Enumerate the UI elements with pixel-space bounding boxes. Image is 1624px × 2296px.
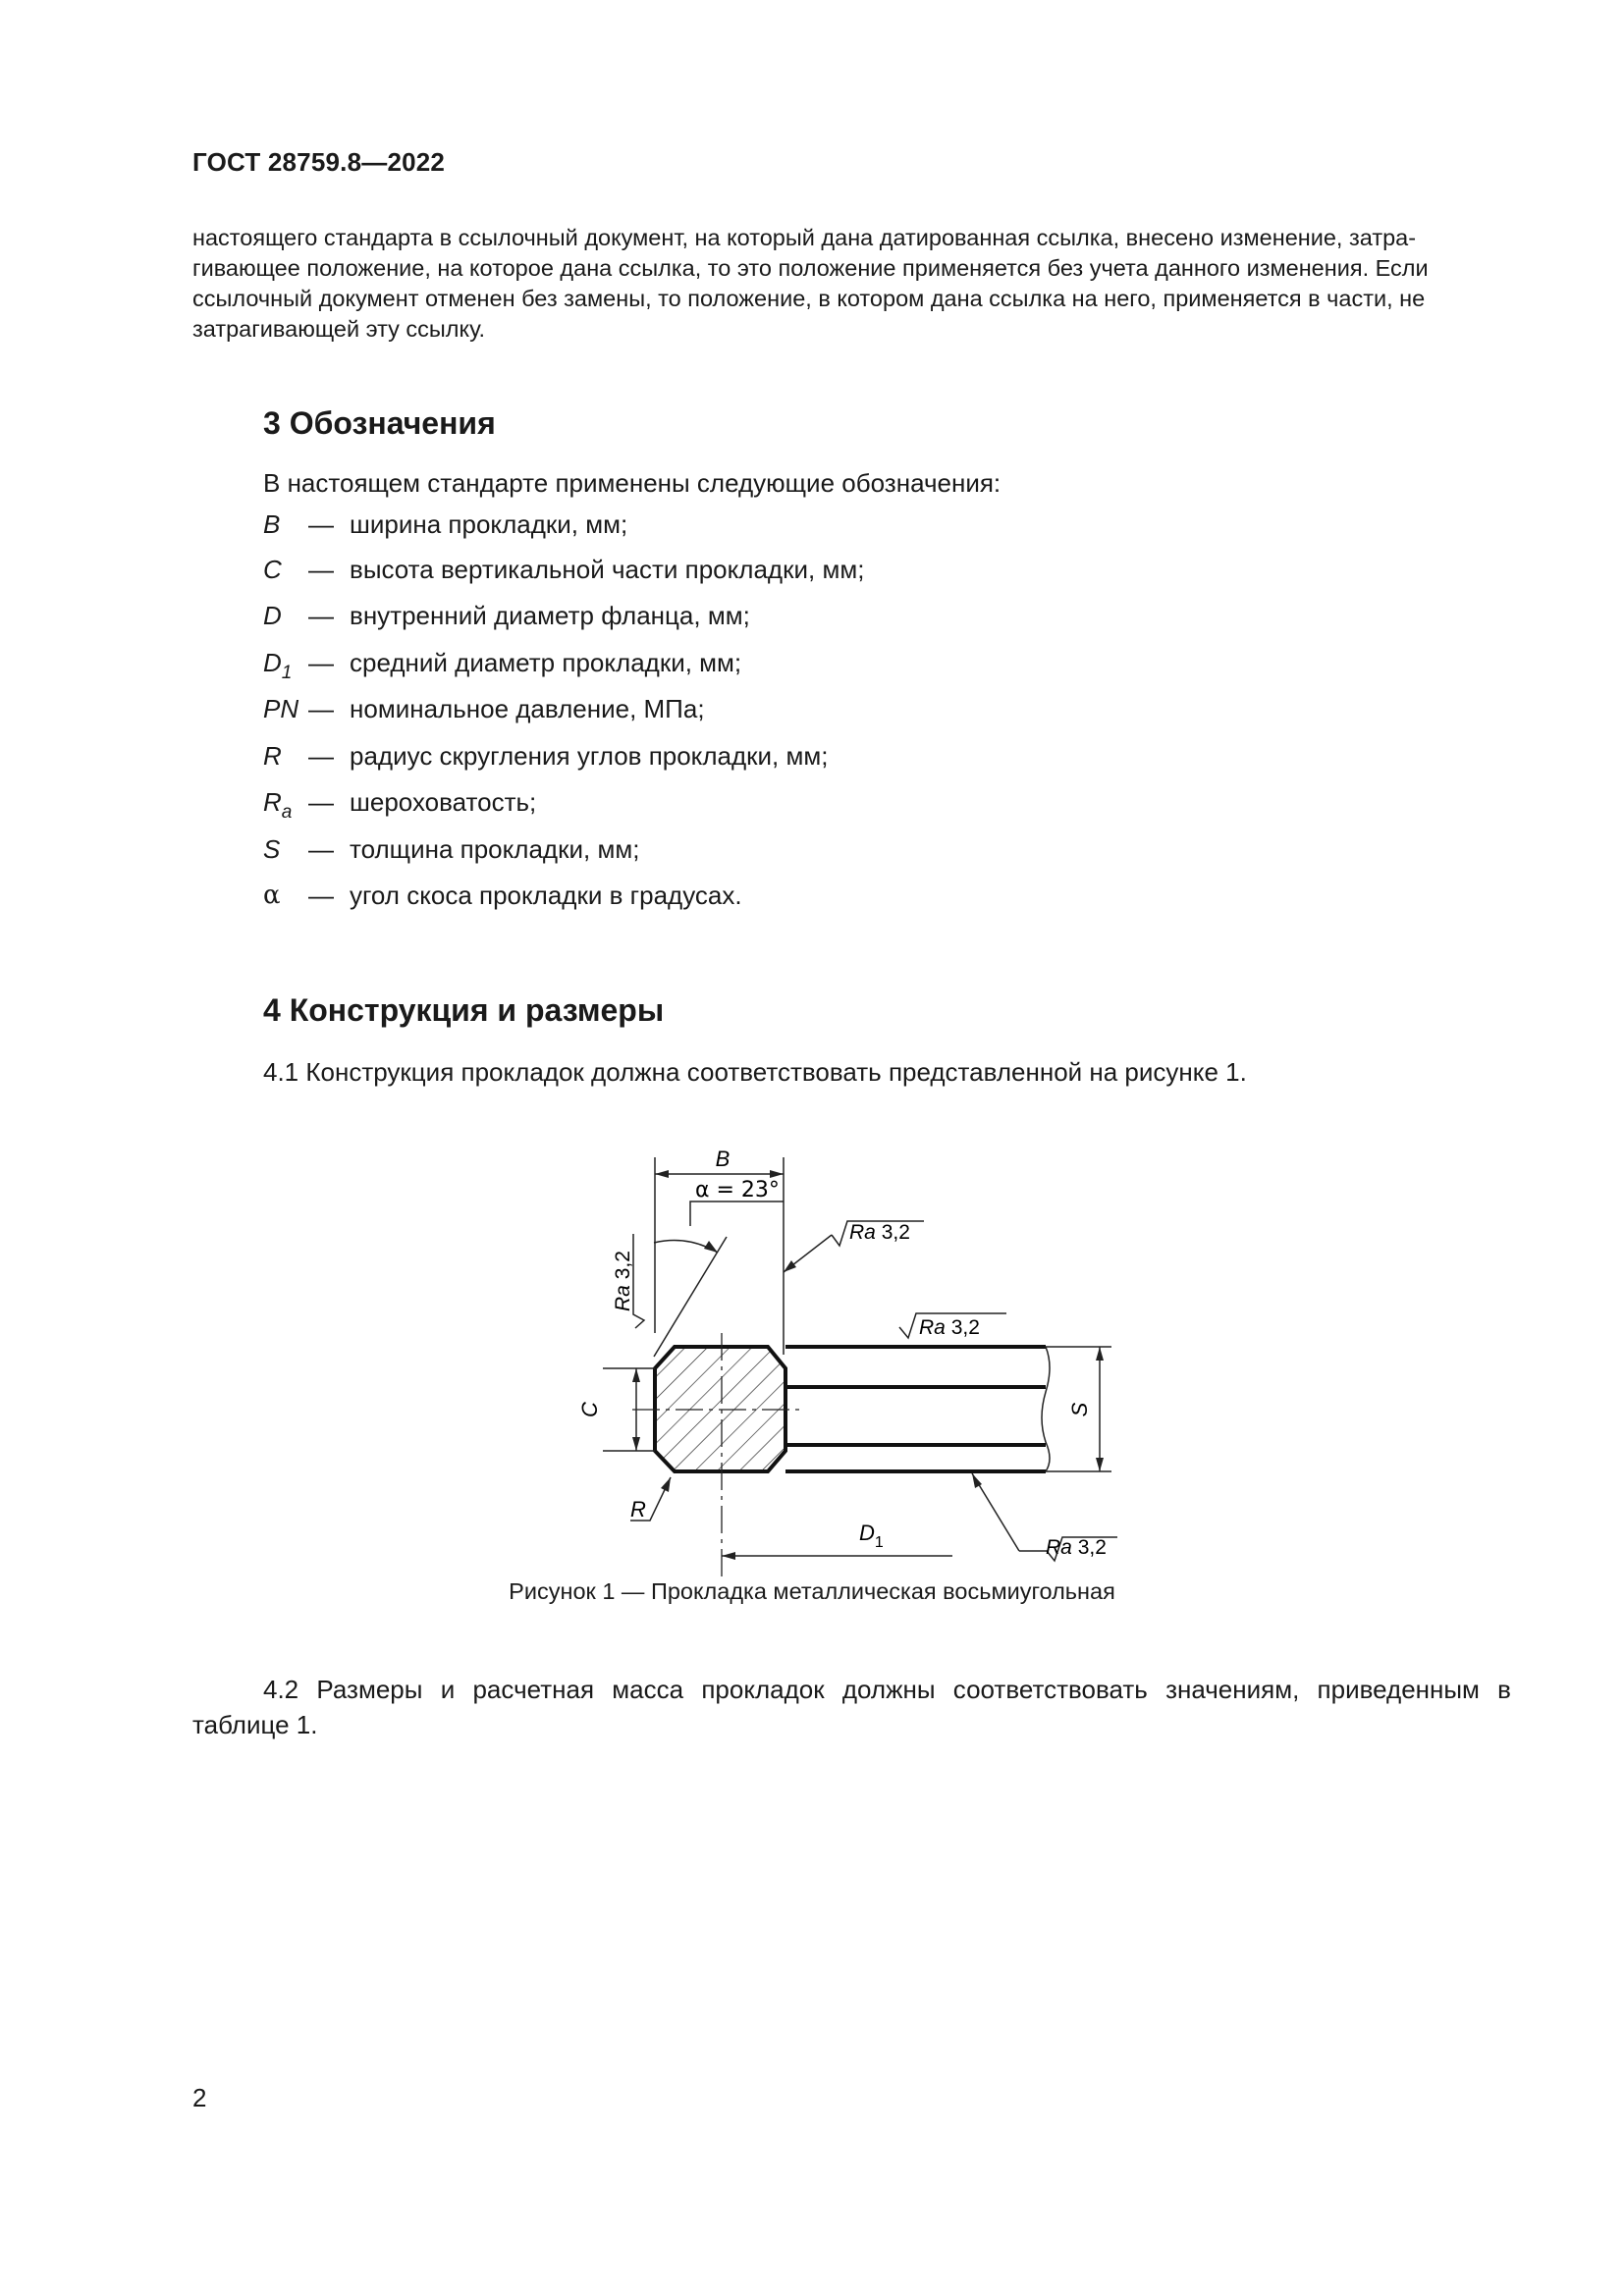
arrowhead [1096,1347,1104,1361]
label-r: R [630,1497,646,1522]
intro-paragraph [192,223,1511,345]
symbol: S [263,834,281,864]
label-b: B [715,1147,731,1171]
symbol-description: радиус скругления углов прокладки, мм; [350,741,829,771]
symbol-subscript: 1 [281,663,293,683]
roughness-label: Ra 3,2 [919,1316,980,1339]
symbol-description: внутренний диаметр фланца, мм; [350,601,750,630]
intro-line: затрагивающей эту ссылку. [192,316,485,342]
symbol: PN [263,694,299,723]
roughness-label: Ra 3,2 [849,1221,910,1244]
symbol: R [263,741,282,771]
bevel-extension [654,1237,727,1357]
symbol: B [263,509,281,539]
arrowhead [1096,1458,1104,1471]
label-c: C [577,1402,602,1417]
paragraph-4-2-line: 4.2 Размеры и расчетная масса прокладок должны соответствовать значениям, приведенным в [263,1675,1511,1704]
arrowhead [661,1477,671,1492]
symbol-dash: — [308,555,334,584]
arrowhead [655,1170,669,1178]
roughness-label: Ra 3,2 [1046,1536,1107,1559]
section-4-heading: 4 Конструкция и размеры [263,992,665,1028]
label-alpha: α = 23° [695,1178,780,1202]
symbol-dash: — [308,601,334,630]
paragraph-4-1: 4.1 Конструкция прокладок должна соответствовать представленной на рисунке 1. [263,1057,1247,1087]
symbol-description: толщина прокладки, мм; [350,834,640,864]
symbol-dash: — [308,509,334,539]
symbol-dash: — [308,834,334,864]
arrowhead [632,1368,640,1382]
intro-line: гивающее положение, на которое дана ссылка, то это положение применяется без учета данного изменения. Если [192,255,1429,281]
symbol-description: угол скоса прокладки в градусах. [350,881,742,910]
gasket-drawing [550,1127,1139,1578]
symbol-subscript: a [281,802,293,823]
roughness-mark-bottom [1019,1536,1117,1561]
symbol-dash: — [308,787,334,817]
label-s: S [1067,1402,1092,1417]
roughness-mark-surface [899,1313,1006,1339]
label-d1: $D_1$ [859,1521,884,1551]
document-header: ГОСТ 28759.8—2022 [192,147,446,177]
roughness-mark-left [612,1234,644,1328]
intro-line: ссылочный документ отменен без замены, то положение, в котором дана ссылка на него, применяется в части, не [192,286,1426,311]
symbol-dash: — [308,694,334,723]
roughness-mark-top [832,1221,924,1246]
break-line [1042,1347,1050,1471]
arrowhead [770,1170,784,1178]
symbol-description: шероховатость; [350,787,537,817]
symbol-description: ширина прокладки, мм; [350,509,628,539]
section-3-heading: 3 Обозначения [263,405,496,441]
roughness-check-icon [633,1234,644,1328]
symbol-description: высота вертикальной части прокладки, мм; [350,555,865,584]
symbol: $D_1$ [263,648,293,683]
symbol-description: средний диаметр прокладки, мм; [350,648,742,677]
symbol-dash: — [308,648,334,677]
arrowhead [784,1260,796,1272]
paragraph-4-2-line: таблице 1. [192,1710,318,1739]
symbol-description: номинальное давление, МПа; [350,694,705,723]
symbol: D [263,601,282,630]
intro-line: настоящего стандарта в ссылочный документ, на который дана датированная ссылка, внесено изменение, затра- [192,225,1417,250]
roughness-label: Ra 3,2 [612,1251,634,1311]
symbol-dash: — [308,881,334,910]
symbol: α [263,881,281,910]
arrowhead [722,1552,735,1560]
section-3-lead: В настоящем стандарте применены следующие обозначения: [263,468,1001,498]
paragraph-4-2 [192,1672,1511,1742]
arrowhead [704,1241,718,1253]
alpha-leader [690,1201,784,1226]
arrowhead [632,1437,640,1451]
symbol: $R_a$ [263,787,293,823]
symbol-dash: — [308,741,334,771]
page-number: 2 [192,2083,207,2112]
figure-caption: Рисунок 1 — Прокладка металлическая восьмиугольная [509,1578,1115,1604]
symbol: C [263,555,282,584]
